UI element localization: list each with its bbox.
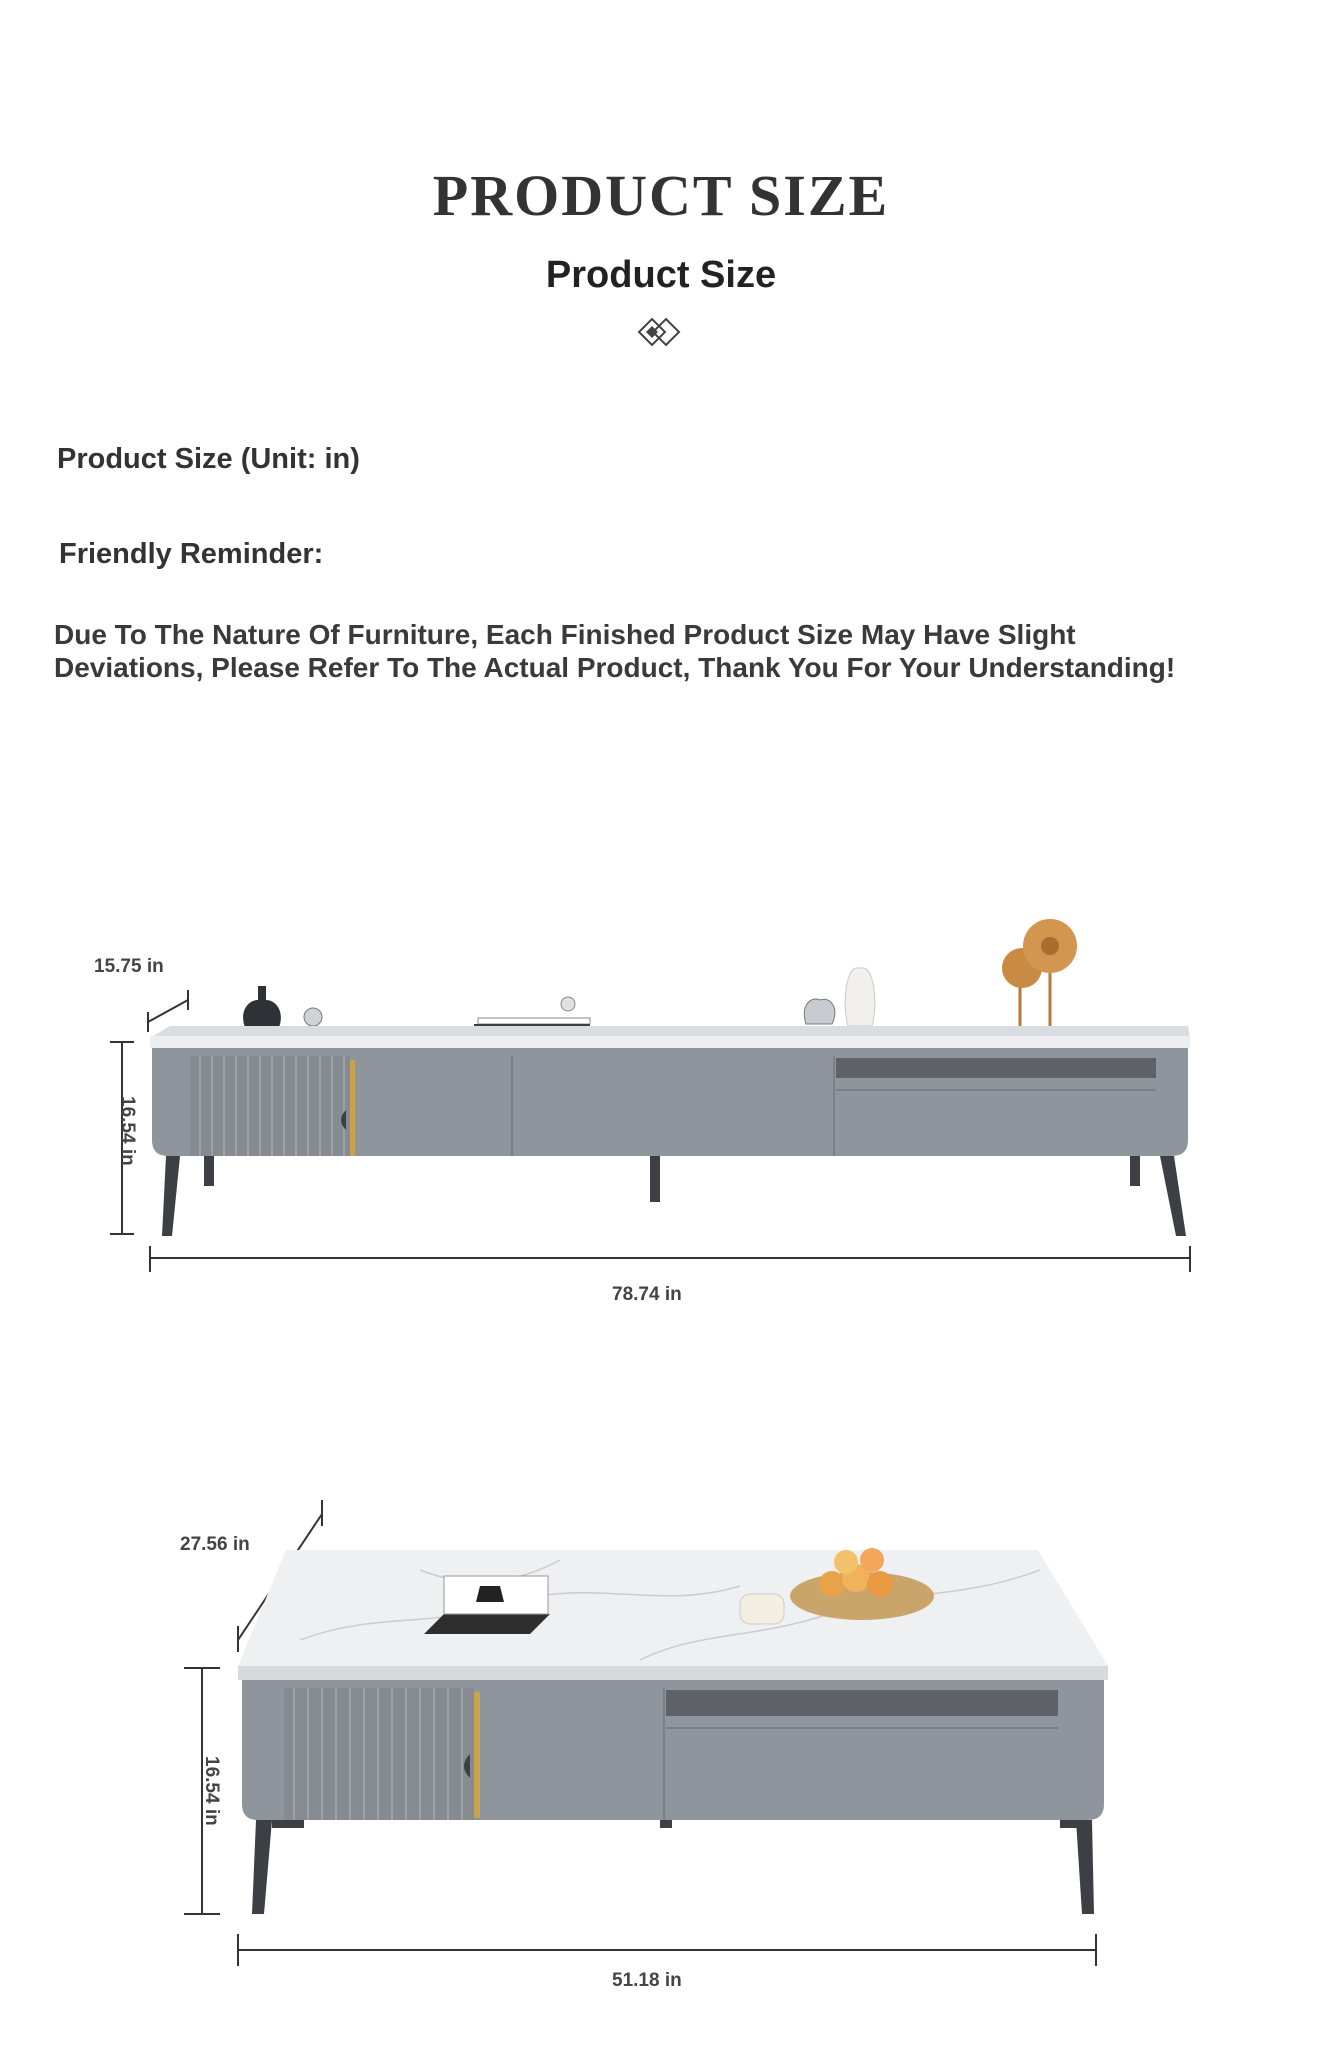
tv-height-label: 16.54 in bbox=[117, 1096, 138, 1166]
coffee-table-illustration bbox=[0, 1490, 1322, 2010]
tv-cabinet-illustration bbox=[0, 900, 1322, 1330]
page-title: PRODUCT SIZE bbox=[432, 163, 890, 228]
tv-depth-label: 15.75 in bbox=[94, 956, 164, 977]
table-width-label: 51.18 in bbox=[612, 1970, 682, 1991]
reminder-line-1: Due To The Nature Of Furniture, Each Finished Product Size May Have Slight bbox=[54, 619, 1076, 650]
unit-label: Product Size (Unit: in) bbox=[57, 443, 360, 475]
table-height-label: 16.54 in bbox=[201, 1756, 222, 1826]
reminder-title: Friendly Reminder: bbox=[59, 538, 324, 570]
reminder-text bbox=[54, 618, 1294, 684]
page-subtitle: Product Size bbox=[545, 254, 777, 296]
table-depth-label: 27.56 in bbox=[180, 1534, 250, 1555]
diamond-ornament-icon bbox=[636, 314, 682, 350]
reminder-line-2: Deviations, Please Refer To The Actual Product, Thank You For Your Understanding! bbox=[54, 652, 1176, 683]
tv-width-label: 78.74 in bbox=[612, 1284, 682, 1305]
